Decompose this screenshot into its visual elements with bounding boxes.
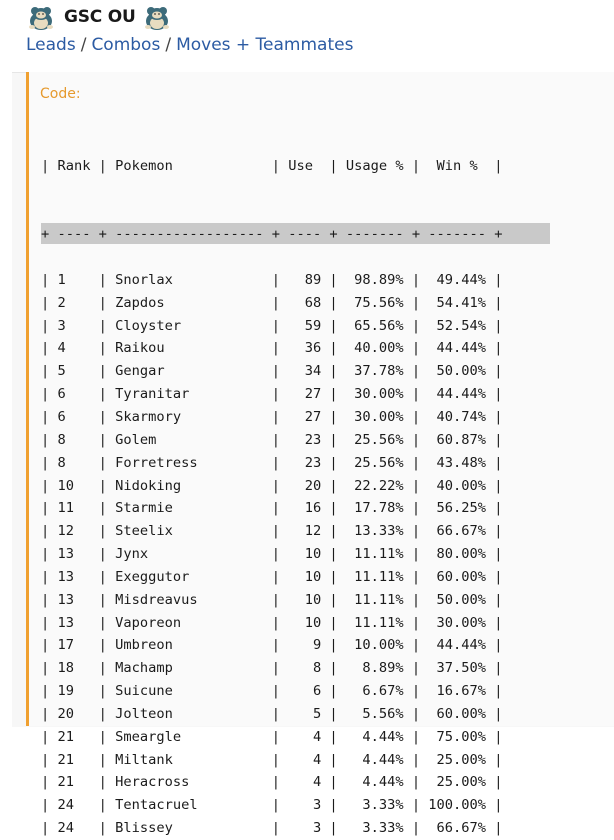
snorlax-sprite-icon [142,3,172,31]
snorlax-sprite-icon [26,3,56,31]
nav-separator: / [165,35,172,55]
table-row: | 21 | Smeargle | 4 | 4.44% | 75.00% | [41,728,503,745]
table-row: | 10 | Nidoking | 20 | 22.22% | 40.00% | [41,477,503,494]
table-row: | 8 | Forretress | 23 | 25.56% | 43.48% | [41,454,503,471]
code-label: Code: [40,86,81,102]
table-header-row: | Rank | Pokemon | Use | Usage % | Win % | [41,157,503,174]
table-row: | 2 | Zapdos | 68 | 75.56% | 54.41% | [41,294,503,311]
table-row: | 24 | Tentacruel | 3 | 3.33% | 100.00% | [41,797,503,814]
usage-table[interactable] [41,109,502,840]
table-row: | 13 | Jynx | 10 | 11.11% | 80.00% | [41,546,503,563]
table-row: | 20 | Jolteon | 5 | 5.56% | 60.00% | [41,705,503,722]
table-row: | 6 | Skarmory | 27 | 30.00% | 40.74% | [41,408,503,425]
table-row: | 5 | Gengar | 34 | 37.78% | 50.00% | [41,363,503,380]
table-row: | 19 | Suicune | 6 | 6.67% | 16.67% | [41,683,503,700]
table-row: | 21 | Miltank | 4 | 4.44% | 25.00% | [41,751,503,768]
nav-link-leads[interactable]: Leads [26,35,76,55]
table-divider-row: + ---- + ------------------ + ---- + ------- + ------- + [41,226,503,243]
table-row: | 12 | Steelix | 12 | 13.33% | 66.67% | [41,523,503,540]
nav-link-moves-teammates[interactable]: Moves + Teammates [176,35,354,55]
table-row: | 11 | Starmie | 16 | 17.78% | 56.25% | [41,500,503,517]
table-row: | 17 | Umbreon | 9 | 10.00% | 44.44% | [41,637,503,654]
table-row: | 13 | Exeggutor | 10 | 11.11% | 60.00% | [41,568,503,585]
table-row: | 6 | Tyranitar | 27 | 30.00% | 44.44% | [41,386,503,403]
table-row: | 1 | Snorlax | 89 | 98.89% | 49.44% | [41,271,503,288]
table-row: | 13 | Misdreavus | 10 | 11.11% | 50.00% | [41,591,503,608]
table-row: | 18 | Machamp | 8 | 8.89% | 37.50% | [41,660,503,677]
table-row: | 3 | Cloyster | 59 | 65.56% | 52.54% | [41,317,503,334]
nav-link-combos[interactable]: Combos [91,35,161,55]
stats-nav [26,35,353,55]
table-row: | 21 | Heracross | 4 | 4.44% | 25.00% | [41,774,503,791]
table-row: | 8 | Golem | 23 | 25.56% | 60.87% | [41,431,503,448]
nav-separator: / [80,35,87,55]
table-row: | 4 | Raikou | 36 | 40.00% | 44.44% | [41,340,503,357]
page-header [26,0,172,34]
table-row: | 24 | Blissey | 3 | 3.33% | 66.67% | [41,820,503,837]
table-row: | 13 | Vaporeon | 10 | 11.11% | 30.00% | [41,614,503,631]
page-title: GSC OU [64,7,136,27]
